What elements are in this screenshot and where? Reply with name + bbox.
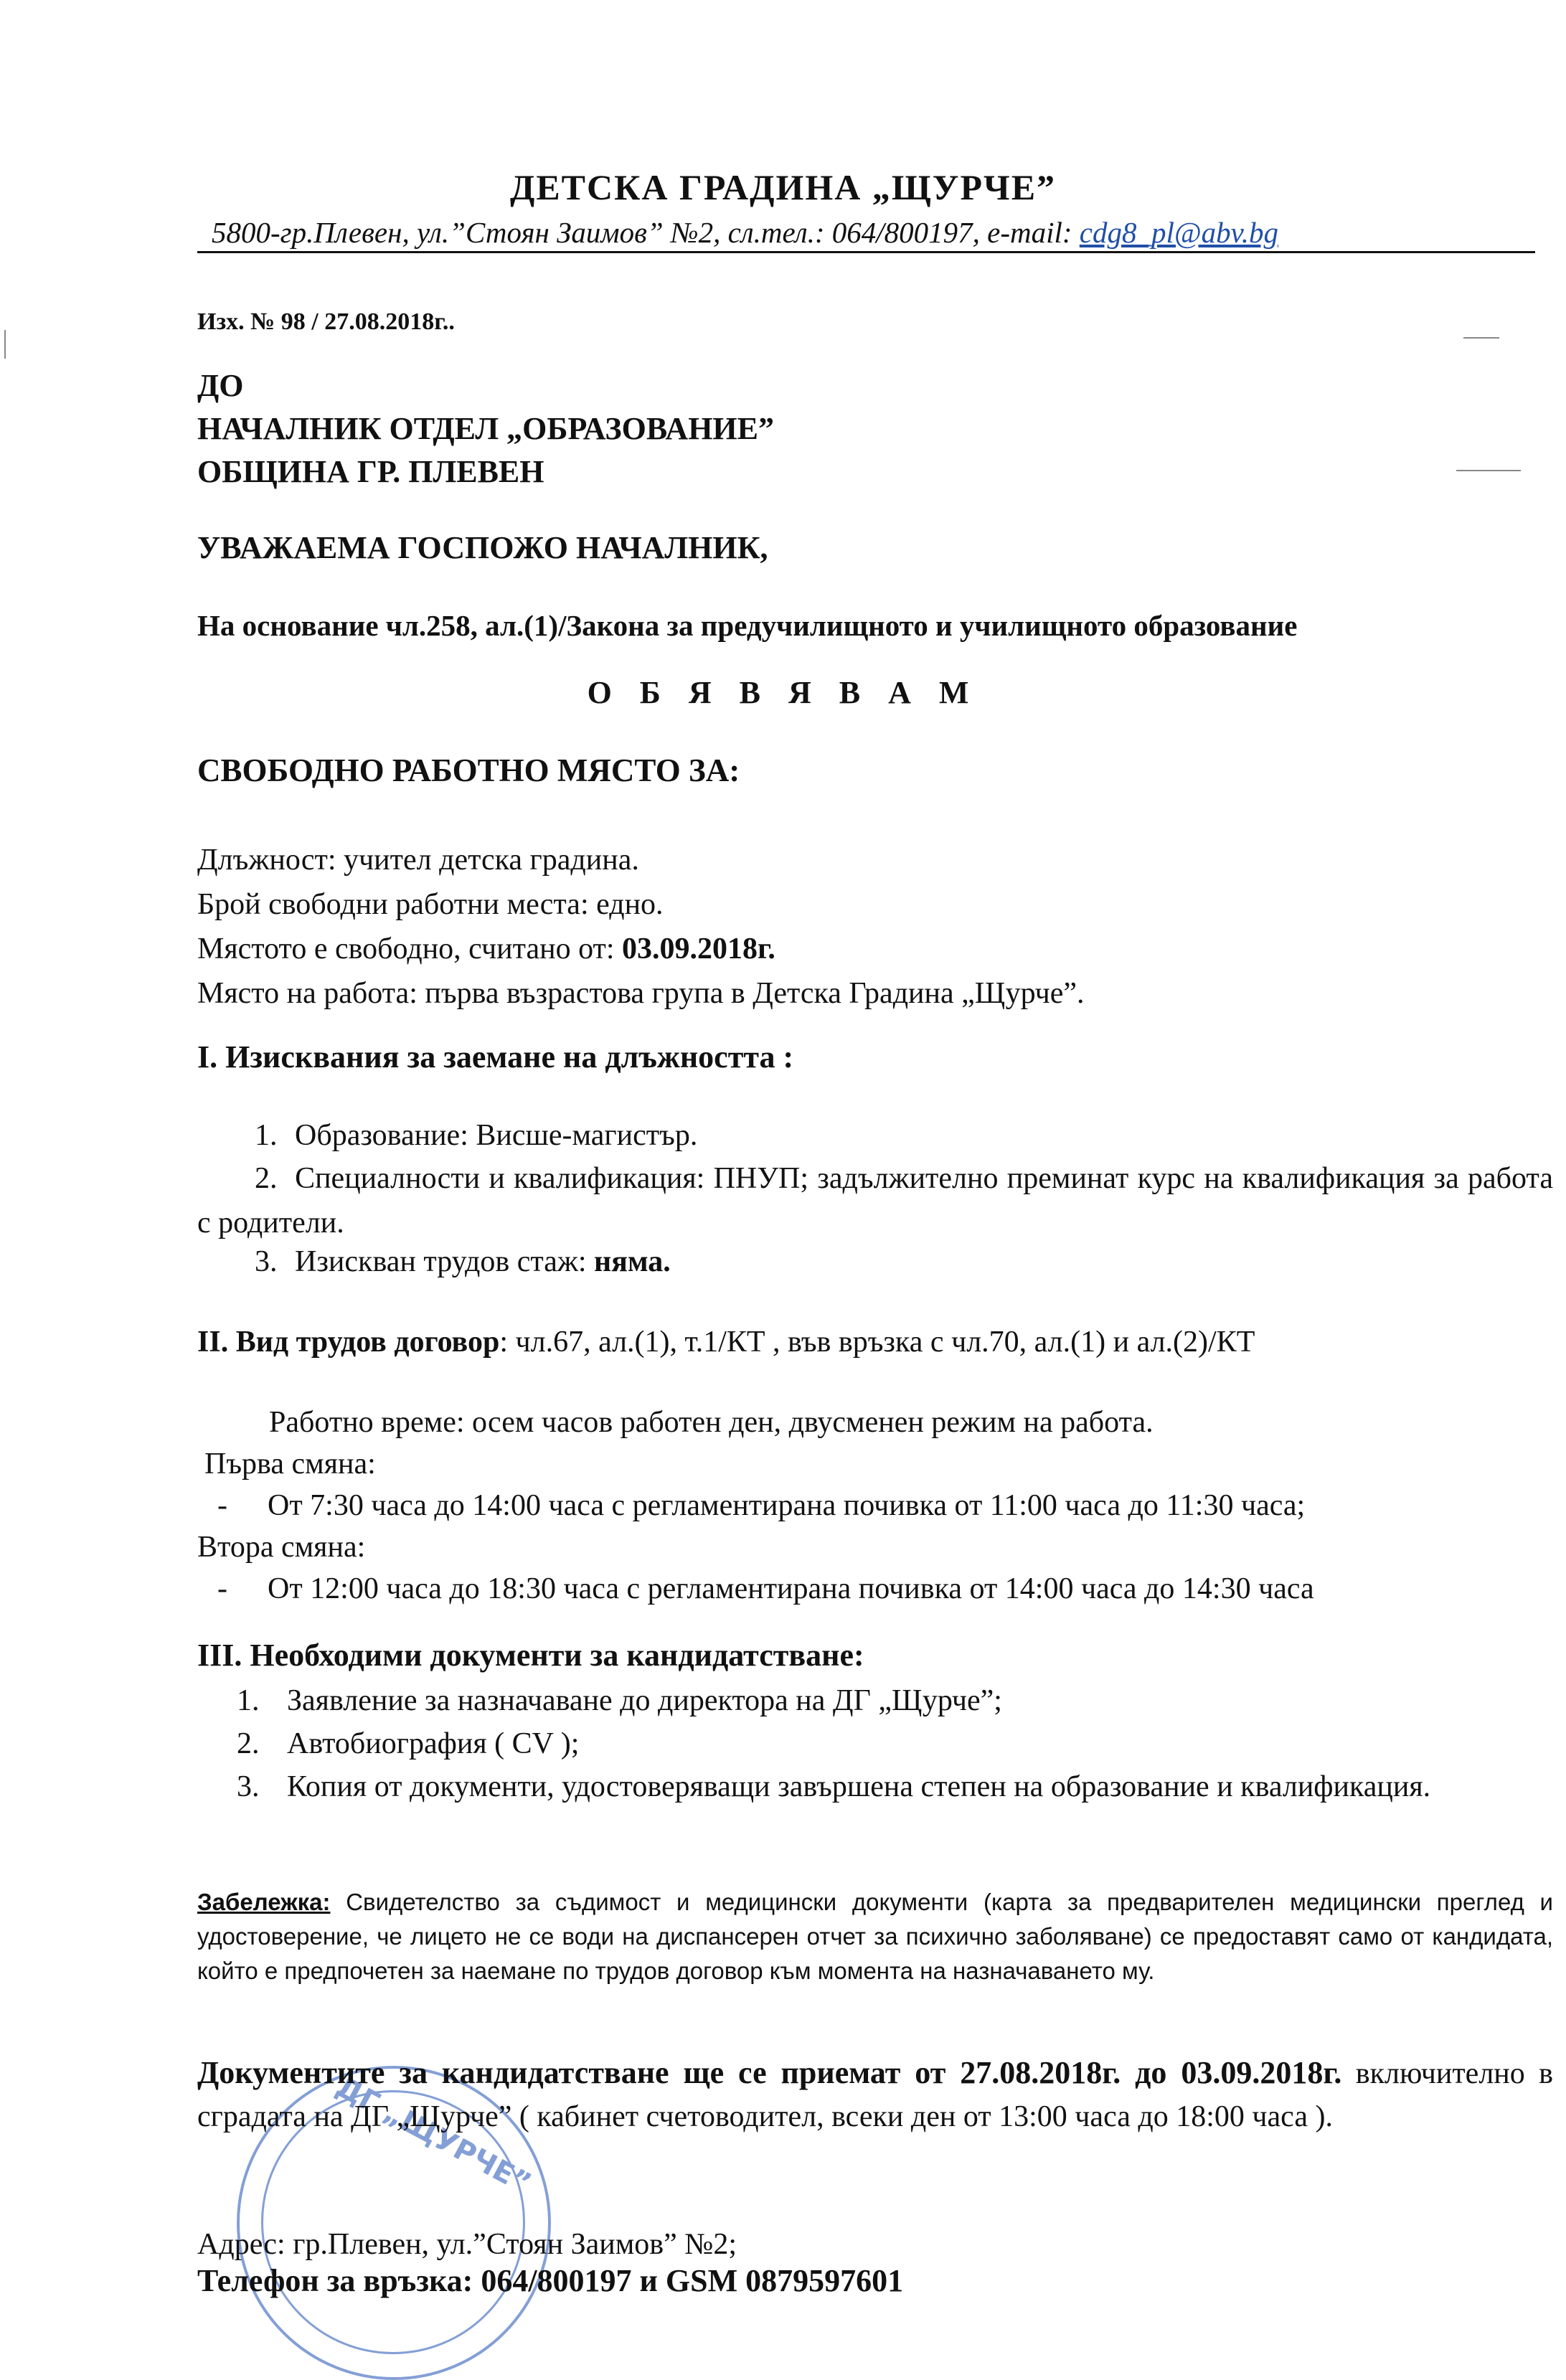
address-line	[197, 215, 1535, 253]
address-text: 5800-гр.Плевен, ул.”Стоян Заимов” №2, сл.тел.: 064/800197, e-mail:	[212, 216, 1080, 249]
requirement-item-2: 2. Специалности и квалификация: ПНУП; задължително преминат курс на квалификация за работа с родители.	[197, 1162, 1553, 1239]
note-text: Свидетелство за съдимост и медицински документи (карта за предварителен медицински преглед и удостоверение, че лицето не се води на диспансерен отчет за психично заболяване) се предоставят само от кандидата, който е предпочетен за наемане по трудов договор към момента на назначаването му.	[197, 1889, 1553, 1984]
detail-count: Брой свободни работни места: едно.	[197, 888, 664, 921]
seal-text: ДГ „ЩУРЧЕ”	[330, 2070, 537, 2201]
submission-rest: включително в сградата на ДГ „Щурче” ( кабинет счетоводител, всеки ден от 13:00 часа до 18:00 часа ).	[197, 2057, 1553, 2133]
document-item-3-number: 3.	[237, 1770, 260, 1803]
scan-mark	[1463, 337, 1499, 339]
detail-workplace: Място на работа: първа възрастова група в Детска Градина „Щурче”.	[197, 977, 1085, 1010]
recipient-line-3: ОБЩИНА ГР. ПЛЕВЕН	[197, 454, 544, 489]
document-text: Заявление за назначаване до директора на ДГ „Щурче”;	[287, 1684, 1002, 1717]
shift-2: - От 12:00 часа до 18:30 часа с регламентирана почивка от 14:00 часа до 14:30 часа	[217, 1572, 1314, 1605]
page-title: ДЕТСКА ГРАДИНА „ЩУРЧЕ”	[509, 167, 1057, 207]
note-label: Забележка:	[197, 1889, 331, 1915]
document-item-3: Копия от документи, удостоверяващи завършена степен на образование и квалификация.	[287, 1770, 1431, 1803]
announce-heading: О Б Я В Я В А М	[587, 675, 979, 710]
scan-mark	[4, 330, 6, 359]
free-from-date: 03.09.2018г.	[622, 932, 775, 965]
requirement-text: Специалности и квалификация: ПНУП; задължително преминат курс на квалификация за работа с родители.	[197, 1162, 1553, 1239]
requirement-value: няма.	[594, 1245, 671, 1278]
email-link[interactable]: cdg8_pl@abv.bg	[1079, 216, 1278, 249]
free-from-label: Мястото е свободно, считано от:	[197, 932, 623, 965]
submission-terms	[197, 2051, 1553, 2138]
detail-position: Длъжност: учител детска градина.	[197, 844, 639, 877]
submission-dates: Документите за кандидатстване ще се приемат от 27.08.2018г. до 03.09.2018г.	[197, 2055, 1342, 2090]
shift-2-text: От 12:00 часа до 18:30 часа с регламентирана почивка от 14:00 часа до 14:30 часа	[268, 1572, 1314, 1605]
shift-1-label: Първа смяна:	[204, 1448, 376, 1481]
document-item-1: 1. Заявление за назначаване до директора на ДГ „Щурче”;	[237, 1684, 1002, 1717]
shift-2-label: Втора смяна:	[197, 1531, 366, 1564]
contract-text: : чл.67, ал.(1), т.1/КТ , във връзка с чл.70, ал.(1) и ал.(2)/КТ	[499, 1326, 1255, 1359]
requirement-item-3: 3. Изискван трудов стаж: няма.	[255, 1245, 671, 1278]
recipient-line-1: ДО	[197, 368, 244, 403]
reference-number: Изх. № 98 / 27.08.2018г..	[197, 308, 455, 335]
requirements-heading: I. Изисквания за заемане на длъжността :	[197, 1039, 794, 1075]
scan-mark	[1456, 470, 1521, 471]
note	[197, 1885, 1553, 1988]
shift-1-text: От 7:30 часа до 14:00 часа с регламентирана почивка от 11:00 часа до 11:30 часа;	[268, 1489, 1306, 1522]
documents-heading: III. Необходими документи за кандидатстване:	[197, 1638, 864, 1673]
greeting: УВАЖАЕМА ГОСПОЖО НАЧАЛНИК,	[197, 530, 768, 565]
legal-basis: На основание чл.258, ал.(1)/Закона за предучилищното и училищното образование	[197, 609, 1298, 642]
recipient-line-2: НАЧАЛНИК ОТДЕЛ „ОБРАЗОВАНИЕ”	[197, 411, 774, 446]
contact-phone: Телефон за връзка: 064/800197 и GSM 0879597601	[197, 2263, 904, 2298]
requirement-text: Образование: Висше-магистър.	[295, 1119, 698, 1152]
requirement-item-1: 1. Образование: Висше-магистър.	[255, 1119, 698, 1152]
contract-line	[197, 1320, 1255, 1364]
document-text: Автобиография ( CV );	[287, 1727, 580, 1760]
vacancy-heading: СВОБОДНО РАБОТНО МЯСТО ЗА:	[197, 752, 740, 788]
detail-free-from	[197, 927, 775, 971]
shift-1: - От 7:30 часа до 14:00 часа с регламентирана почивка от 11:00 часа до 11:30 часа;	[217, 1489, 1306, 1522]
working-hours: Работно време: осем часов работен ден, двусменен режим на работа.	[269, 1406, 1154, 1439]
requirement-text: Изискван трудов стаж:	[295, 1245, 595, 1278]
contract-heading: II. Вид трудов договор	[197, 1326, 500, 1359]
document-item-2: 2. Автобиография ( CV );	[237, 1727, 580, 1760]
contact-address: Адрес: гр.Плевен, ул.”Стоян Заимов” №2;	[197, 2228, 737, 2261]
